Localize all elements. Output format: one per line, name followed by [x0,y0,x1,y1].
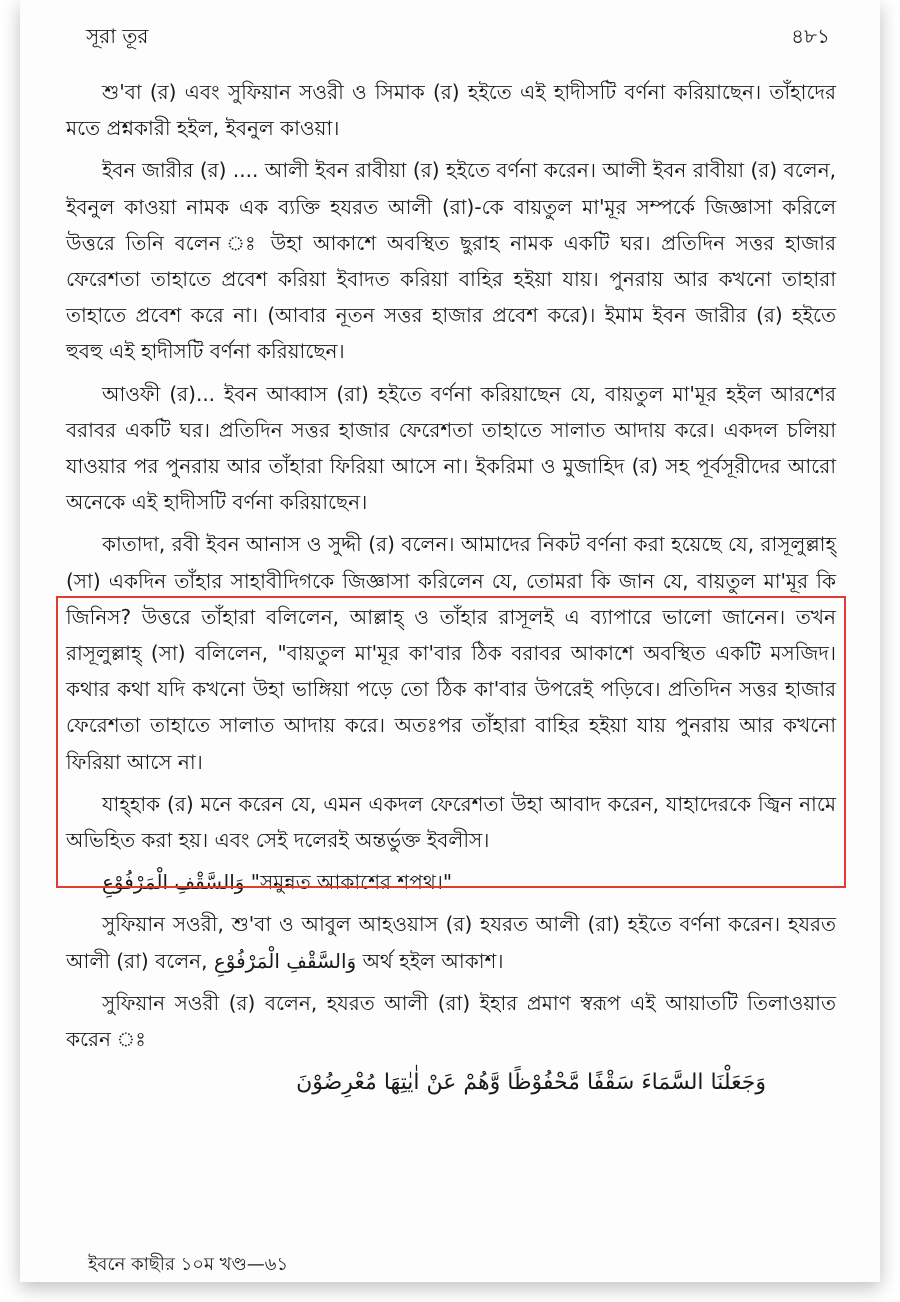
page-footer: ইবনে কাছীর ১০ম খণ্ড—৬১ [88,1254,289,1275]
paragraph-4-highlighted: কাতাদা, রবী ইবন আনাস ও সুদ্দী (র) বলেন। আমাদের নিকট বর্ণনা করা হয়েছে যে, রাসূলুল্লাহ্ (সা) একদিন তাঁহার সাহাবীদিগকে জিজ্ঞাসা করিলেন যে, তোমরা কি জান যে, বায়তুল মা'মূর কি জিনিস? উত্তরে তাঁহারা বলিলেন, আল্লাহ্ ও তাঁহার রাসূলই এ ব্যাপারে ভালো জানেন। তখন রাসূলুল্লাহ্ (সা) বলিলেন, "বায়তুল মা'মূর কা'বার ঠিক বরাবর আকাশে অবস্থিত একটি মসজিদ। কথার কথা যদি কখনো উহা ভাঙ্গিয়া পড়ে তো ঠিক কা'বার উপরেই পড়িবে। প্রতিদিন সত্তর হাজার ফেরেশতা তাহাতে সালাত আদায় করে। অতঃপর তাঁহারা বাহির হইয়া যায় পুনরায় আর কখনো ফিরিয়া আসে না। [66,532,836,774]
paragraph-5: যাহ্হাক (র) মনে করেন যে, এমন একদল ফেরেশতা উহা আবাদ করেন, যাহাদেরকে জ্বিন নামে অভিহিত করা হয়। এবং সেই দলেরই অন্তর্ভুক্ত ইবলীস। [66,791,836,853]
paragraph-2: ইবন জারীর (র) .... আলী ইবন রাবীয়া (র) হইতে বর্ণনা করেন। আলী ইবন রাবীয়া (র) বলেন, ইবনুল কাওয়া নামক এক ব্যক্তি হযরত আলী (রা)-কে বায়তুল মা'মূর সম্পর্কে জিজ্ঞাসা করিলে উত্তরে তিনি বলেন ঃ উহা আকাশে অবস্থিত ছুরাহ নামক একটি ঘর। প্রতিদিন সত্তর হাজার ফেরেশতা তাহাতে প্রবেশ করিয়া ইবাদত করিয়া বাহির হইয়া যায়। পুনরায় আর কখনো তাহারা তাহাতে প্রবেশ করে না। (আবার নূতন সত্তর হাজার প্রবেশ করে)। ইমাম ইবন জারীর (র) হইতে হুবহু এই হাদীসটি বর্ণনা করিয়াছেন। [66,158,836,364]
page-header [86,22,830,50]
page-number: ৪৮১ [791,24,830,48]
paragraph-1: শু'বা (র) এবং সুফিয়ান সওরী ও সিমাক (র) হইতে এই হাদীসটি বর্ণনা করিয়াছেন। তাঁহাদের মতে প্রশ্নকারী হইল, ইবনুল কাওয়া। [66,80,836,141]
verse-oath-line: وَالسَّقْفِ الْمَرْفُوْعِ "সমুন্নত আকাশের শপথ।" [102,870,453,895]
highlight-box [56,596,846,888]
paragraph-3: আওফী (র)... ইবন আব্বাস (রা) হইতে বর্ণনা করিয়াছেন যে, বায়তুল মা'মূর হইল আরশের বরাবর একটি ঘর। প্রতিদিন সত্তর হাজার ফেরেশতা তাহাতে সালাত আদায় করে। একদল চলিয়া যাওয়ার পর পুনরায় আর তাঁহারা ফিরিয়া আসে না। ইকরিমা ও মুজাহিদ (র) সহ পূর্বসূরীদের আরো অনেকে এই হাদীসটি বর্ণনা করিয়াছেন। [66,381,836,515]
arabic-verse: وَجَعَلْنَا السَّمَاءَ سَقْفًا مَّحْفُوْظًا وَّهُمْ عَنْ اٰيٰتِهَا مُعْرِضُوْنَ [296,1070,766,1096]
page-body [66,74,836,1103]
chapter-title: সূরা তূর [86,24,149,48]
paragraph-7: সুফিয়ান সওরী (র) বলেন, হযরত আলী (রা) ইহার প্রমাণ স্বরূপ এই আয়াতটি তিলাওয়াত করেন ঃ [66,990,836,1052]
paragraph-6: সুফিয়ান সওরী, শু'বা ও আবুল আহওয়াস (র) হযরত আলী (রা) হইতে বর্ণনা করেন। হযরত আলী (রা) বলেন, وَالسَّقْفِ الْمَرْفُوْعِ অর্থ হইল আকাশ। [66,912,836,973]
